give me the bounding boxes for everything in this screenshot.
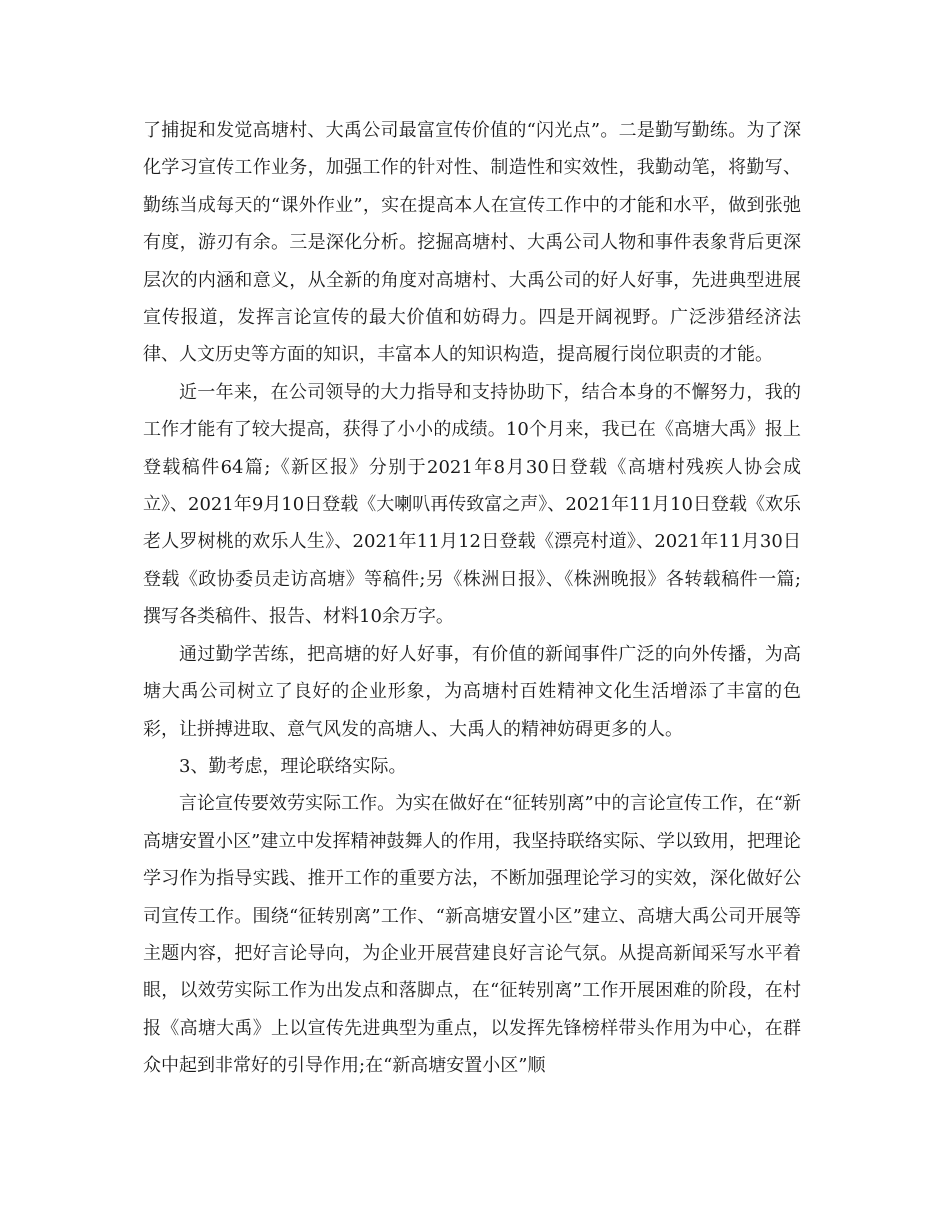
section-heading-3: 3、勤考虑，理论联络实际。 — [179, 755, 407, 777]
document-body — [143, 112, 801, 1085]
paragraph-5: 言论宣传要效劳实际工作。为实在做好在“征转别离”中的言论宣传工作，在“新高塘安置小区”建立中发挥精神鼓舞人的作用，我坚持联络实际、学以致用，把理论学习作为指导实践、推开工作的重要方法，不断加强理论学习的实效，深化做好公司宣传工作。围绕“征转别离”工作、“新高塘安置小区”建立、高塘大禹公司开展等主题内容，把好言论导向，为企业开展营建良好言论气氛。从提高新闻采写水平着眼，以效劳实际工作为出发点和落脚点，在“征转别离”工作开展困难的阶段，在村报《高塘大禹》上以宣传先进典型为重点，以发挥先锋榜样带头作用为中心，在群众中起到非常好的引导作用;在“新高塘安置小区”顺 — [143, 793, 801, 1077]
paragraph-3: 通过勤学苦练，把高塘的好人好事，有价值的新闻事件广泛的向外传播，为高塘大禹公司树立了良好的企业形象，为高塘村百姓精神文化生活增添了丰富的色彩，让拼搏进取、意气风发的高塘人、大禹人的精神妨碍更多的人。 — [143, 643, 801, 740]
paragraph-2: 近一年来，在公司领导的大力指导和支持协助下，结合本身的不懈努力，我的工作才能有了较大提高，获得了小小的成绩。10个月来，我已在《高塘大禹》报上登载稿件64篇;《新区报》分别于2021年8月30日登载《高塘村残疾人协会成立》、2021年9月10日登载《大喇叭再传致富之声》、2021年11月10日登载《欢乐老人罗树桃的欢乐人生》、2021年11月12日登载《漂亮村道》、2021年11月30日登载《政协委员走访高塘》等稿件;另《株洲日报》、《株洲晚报》各转载稿件一篇;撰写各类稿件、报告、材料10余万字。 — [143, 381, 801, 628]
paragraph-1: 了捕捉和发觉高塘村、大禹公司最富宣传价值的“闪光点”。二是勤写勤练。为了深化学习宣传工作业务，加强工作的针对性、制造性和实效性，我勤动笔，将勤写、勤练当成每天的“课外作业”，实在提高本人在宣传工作中的才能和水平，做到张弛有度，游刃有余。三是深化分析。挖掘高塘村、大禹公司人物和事件表象背后更深层次的内涵和意义，从全新的角度对高塘村、大禹公司的好人好事，先进典型进展宣传报道，发挥言论宣传的最大价值和妨碍力。四是开阔视野。广泛涉猎经济法律、人文历史等方面的知识，丰富本人的知识构造，提高履行岗位职责的才能。 — [143, 120, 801, 366]
